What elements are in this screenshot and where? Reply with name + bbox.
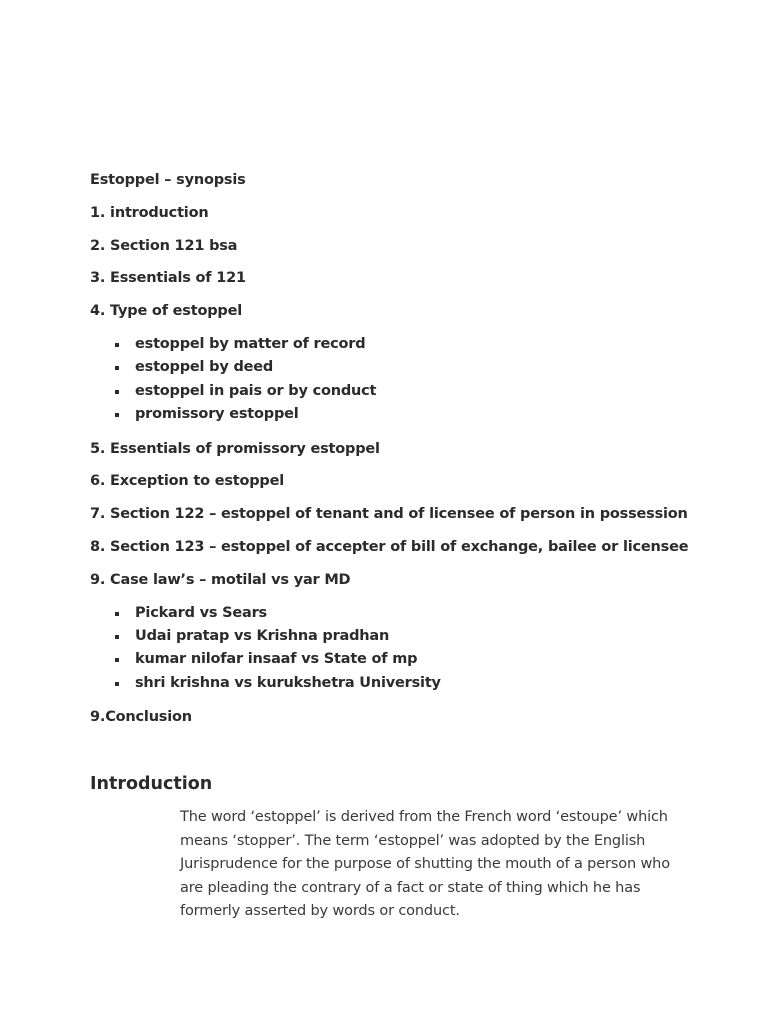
bullet-icon bbox=[115, 612, 119, 616]
synopsis-title: Estoppel – synopsis bbox=[90, 172, 246, 188]
synopsis-item-section-121: 2. Section 121 bsa bbox=[90, 237, 238, 254]
synopsis-item-introduction: 1. introduction bbox=[90, 204, 209, 221]
list-item bbox=[90, 602, 730, 625]
introduction-heading: Introduction bbox=[90, 774, 213, 794]
synopsis-item-essentials-121: 3. Essentials of 121 bbox=[90, 270, 246, 287]
estoppel-types-list bbox=[90, 333, 730, 427]
bullet-icon bbox=[115, 682, 119, 686]
list-item bbox=[90, 333, 730, 356]
list-item bbox=[90, 356, 730, 379]
bullet-icon bbox=[115, 413, 119, 417]
list-item-label: estoppel in pais or by conduct bbox=[135, 382, 377, 399]
synopsis-item-exception: 6. Exception to estoppel bbox=[90, 473, 285, 490]
list-item bbox=[90, 672, 730, 695]
bullet-icon bbox=[115, 343, 119, 347]
list-item bbox=[90, 625, 730, 648]
list-item-label: kumar nilofar insaaf vs State of mp bbox=[135, 651, 418, 668]
synopsis-item-essentials-promissory: 5. Essentials of promissory estoppel bbox=[90, 440, 380, 457]
synopsis-item-section-122: 7. Section 122 – estoppel of tenant and of licensee of person in possession bbox=[90, 506, 688, 523]
list-item-label: estoppel by matter of record bbox=[135, 335, 366, 352]
list-item-label: Udai pratap vs Krishna pradhan bbox=[135, 628, 390, 644]
list-item-label: shri krishna vs kurukshetra University bbox=[135, 674, 441, 691]
synopsis-section bbox=[90, 170, 730, 740]
synopsis-item-section-123: 8. Section 123 – estoppel of accepter of bill of exchange, bailee or licensee bbox=[90, 539, 689, 555]
list-item-label: promissory estoppel bbox=[135, 406, 299, 423]
introduction-paragraph: The word ‘estoppel’ is derived from the French word ‘estoupe’ which means ‘stopper’. The term ‘estoppel’ was adopted by the English Jurisprudence for the purpose of shutting the mouth of a person who are pleading the contrary of a fact or state of thing which he has formerly asserted by words or conduct. bbox=[180, 809, 670, 919]
list-item bbox=[90, 648, 730, 671]
case-laws-list bbox=[90, 602, 730, 696]
list-item-label: estoppel by deed bbox=[135, 359, 274, 376]
bullet-icon bbox=[115, 366, 119, 370]
bullet-icon bbox=[115, 658, 119, 662]
bullet-icon bbox=[115, 390, 119, 394]
synopsis-item-conclusion: 9.Conclusion bbox=[90, 709, 192, 726]
list-item bbox=[90, 403, 730, 426]
list-item-label: Pickard vs Sears bbox=[135, 604, 267, 621]
bullet-icon bbox=[115, 635, 119, 639]
synopsis-item-types: 4. Type of estoppel bbox=[90, 303, 242, 320]
synopsis-item-case-laws: 9. Case law’s – motilal vs yar MD bbox=[90, 571, 351, 588]
list-item bbox=[90, 380, 730, 403]
